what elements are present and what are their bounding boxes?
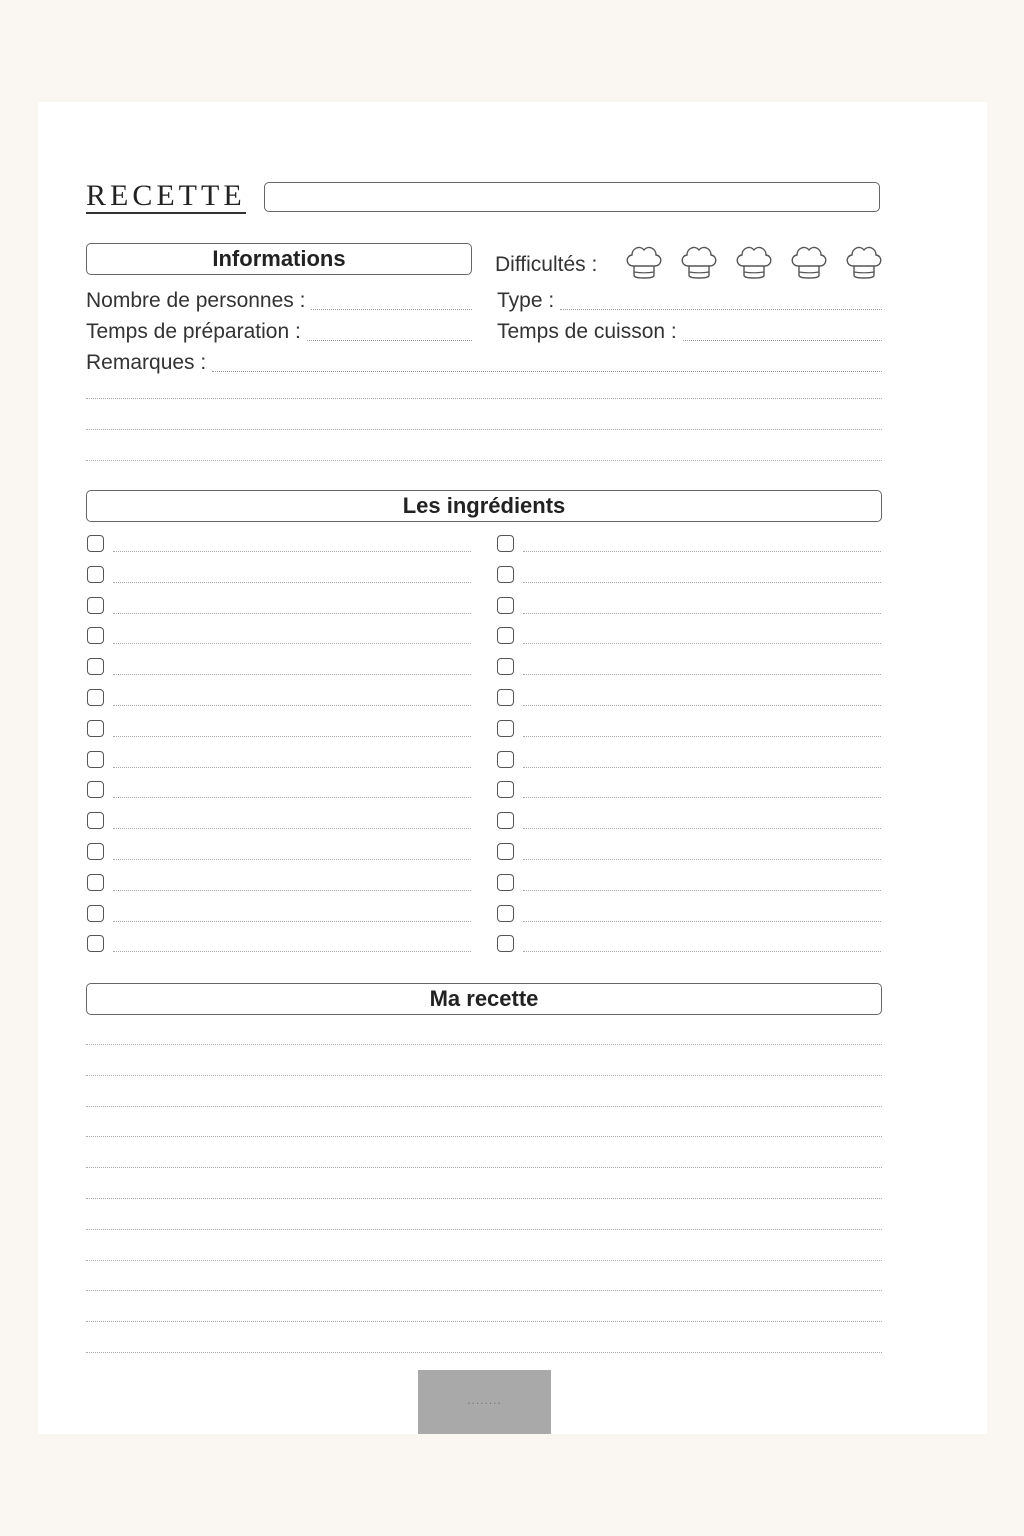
chef-hat-icon[interactable] [788,242,830,280]
ingredient-row [87,566,471,588]
ingredient-row [497,627,881,649]
ingredient-checkbox[interactable] [87,597,104,614]
chef-hat-icon[interactable] [678,242,720,280]
ingredient-line[interactable] [523,551,881,552]
ingredient-checkbox[interactable] [497,689,514,706]
remarks-line[interactable] [86,460,882,461]
ingredient-line[interactable] [113,582,471,583]
persons-field[interactable] [86,284,472,314]
ingredient-row [87,627,471,649]
informations-header: Informations [86,243,472,275]
page-number: ........ [467,1393,502,1407]
page-number-box [418,1370,551,1434]
ingredient-checkbox[interactable] [87,751,104,768]
ingredient-line[interactable] [113,859,471,860]
type-dots [560,289,882,310]
ingredient-line[interactable] [113,613,471,614]
ingredient-checkbox[interactable] [497,535,514,552]
ingredient-checkbox[interactable] [497,658,514,675]
ingredient-checkbox[interactable] [497,597,514,614]
remarks-line[interactable] [86,398,882,399]
ingredient-line[interactable] [113,890,471,891]
ingredient-checkbox[interactable] [497,751,514,768]
chef-hat-icon[interactable] [733,242,775,280]
ingredient-row [497,720,881,742]
remarks-field[interactable] [86,346,882,376]
ingredient-checkbox[interactable] [497,720,514,737]
type-label: Type : [497,289,555,312]
difficulty-label: Difficultés : [495,253,598,276]
ingredient-line[interactable] [113,643,471,644]
cook-time-field[interactable] [497,315,882,345]
ingredient-checkbox[interactable] [497,874,514,891]
ingredient-line[interactable] [523,613,881,614]
recipe-line[interactable] [86,1321,882,1322]
ingredient-line[interactable] [523,828,881,829]
ingredient-checkbox[interactable] [87,781,104,798]
ingredient-row [87,905,471,927]
prep-time-dots [307,320,472,341]
ingredient-row [87,535,471,557]
recipe-line[interactable] [86,1075,882,1076]
ingredient-checkbox[interactable] [497,935,514,952]
ingredient-line[interactable] [523,705,881,706]
recipe-line[interactable] [86,1167,882,1168]
ingredient-line[interactable] [523,890,881,891]
ingredient-row [497,597,881,619]
ingredient-line[interactable] [113,828,471,829]
ingredient-checkbox[interactable] [497,781,514,798]
ingredient-checkbox[interactable] [497,627,514,644]
ingredient-row [497,689,881,711]
recipe-line[interactable] [86,1260,882,1261]
cook-time-dots [683,320,882,341]
persons-dots [311,289,472,310]
ingredient-line[interactable] [523,951,881,952]
ingredient-row [87,843,471,865]
ingredient-checkbox[interactable] [87,566,104,583]
ingredient-checkbox[interactable] [87,720,104,737]
ingredient-checkbox[interactable] [497,566,514,583]
ingredient-row [497,781,881,803]
ingredient-row [87,658,471,680]
ingredient-row [497,751,881,773]
title-row [86,180,882,216]
ingredient-line[interactable] [113,705,471,706]
recipe-line[interactable] [86,1044,882,1045]
ingredient-row [87,597,471,619]
recipe-line[interactable] [86,1136,882,1137]
remarks-label: Remarques : [86,351,207,374]
ingredient-line[interactable] [113,921,471,922]
ingredient-checkbox[interactable] [87,905,104,922]
ingredient-line[interactable] [523,859,881,860]
ingredient-line[interactable] [113,797,471,798]
persons-label: Nombre de personnes : [86,289,306,312]
ingredient-checkbox[interactable] [87,874,104,891]
cook-time-label: Temps de cuisson : [497,320,677,343]
chef-hat-icon[interactable] [623,242,665,280]
ingredients-header: Les ingrédients [86,490,882,522]
ingredient-checkbox[interactable] [87,535,104,552]
ingredient-line[interactable] [113,767,471,768]
recipe-header: Ma recette [86,983,882,1015]
ingredient-checkbox[interactable] [87,627,104,644]
recipe-line[interactable] [86,1106,882,1107]
ingredient-row [87,751,471,773]
ingredient-checkbox[interactable] [87,812,104,829]
ingredient-checkbox[interactable] [87,843,104,860]
recipe-line[interactable] [86,1198,882,1199]
ingredient-line[interactable] [523,767,881,768]
ingredient-row [497,843,881,865]
ingredient-row [497,535,881,557]
ingredient-row [497,566,881,588]
ingredient-row [497,812,881,834]
ingredient-row [497,658,881,680]
ingredient-line[interactable] [113,736,471,737]
ingredient-line[interactable] [523,643,881,644]
prep-time-label: Temps de préparation : [86,320,301,343]
ingredient-row [497,905,881,927]
difficulty-rating[interactable] [623,242,885,280]
ingredient-row [87,781,471,803]
ingredient-line[interactable] [523,736,881,737]
ingredient-checkbox[interactable] [87,689,104,706]
type-field[interactable] [497,284,882,314]
recipe-line[interactable] [86,1229,882,1230]
ingredient-line[interactable] [113,551,471,552]
ingredient-checkbox[interactable] [87,935,104,952]
ingredient-line[interactable] [523,674,881,675]
ingredient-checkbox[interactable] [87,658,104,675]
ingredient-row [87,935,471,957]
remarks-dots [212,351,882,372]
chef-hat-icon[interactable] [843,242,885,280]
recipe-line[interactable] [86,1352,882,1353]
ingredient-checkbox[interactable] [497,843,514,860]
page-title: RECETTE [86,179,246,212]
ingredient-row [87,874,471,896]
ingredient-row [497,935,881,957]
ingredient-line[interactable] [523,797,881,798]
recipe-name-field[interactable] [264,182,880,212]
ingredient-line[interactable] [113,951,471,952]
ingredient-row [497,874,881,896]
ingredient-row [87,812,471,834]
ingredient-line[interactable] [523,921,881,922]
ingredient-line[interactable] [523,582,881,583]
ingredient-checkbox[interactable] [497,905,514,922]
ingredient-row [87,689,471,711]
ingredient-row [87,720,471,742]
remarks-line[interactable] [86,429,882,430]
prep-time-field[interactable] [86,315,472,345]
ingredient-checkbox[interactable] [497,812,514,829]
recipe-line[interactable] [86,1290,882,1291]
ingredient-line[interactable] [113,674,471,675]
